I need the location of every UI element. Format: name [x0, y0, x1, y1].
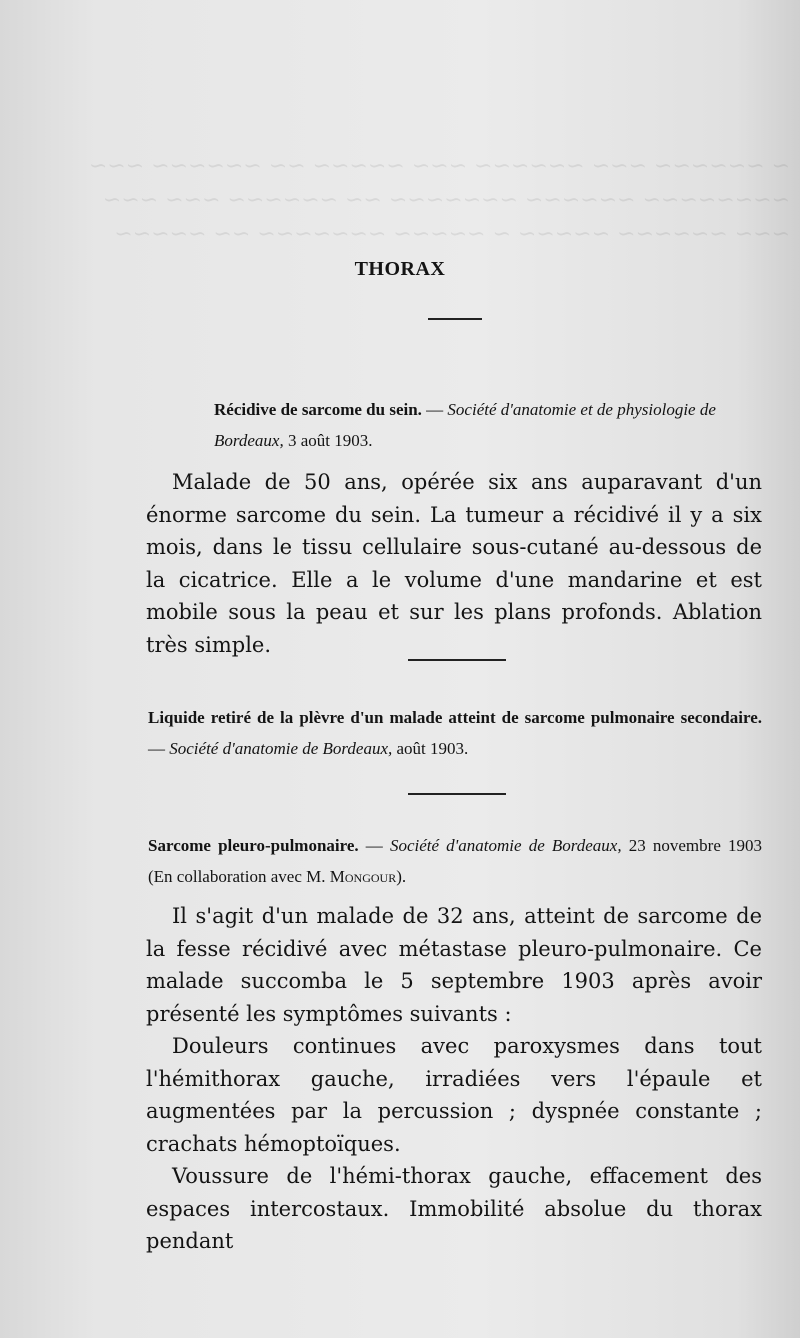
- entry-1-date: 3 août 1903.: [287, 431, 373, 450]
- entry-2-citation: [148, 702, 762, 764]
- paragraph: Malade de 50 ans, opérée six ans auparavant d'un énorme sarcome du sein. La tumeur a récidivé il y a six mois, dans le tissu cellulaire sous-cutané au-dessous de la cicatrice. Elle a le volume d'une mandarine et est mobile sous la peau et sur les plans profonds. Ablation très simple.: [146, 470, 762, 657]
- entry-2-dash: —: [148, 739, 170, 758]
- paragraph: Il s'agit d'un malade de 32 ans, atteint de sarcome de la fesse récidivé avec métastase pleuro-pulmonaire. Ce malade succomba le 5 septembre 1903 après avoir présenté les symptômes suivants :: [146, 904, 762, 1026]
- separator-rule: [408, 793, 506, 795]
- separator-rule: [408, 659, 506, 661]
- entry-3-collaborator: Mongour: [329, 867, 397, 886]
- entry-1-title: Récidive de sarcome du sein.: [214, 400, 422, 419]
- entry-2-title: Liquide retiré de la plèvre d'un malade atteint de sarcome pulmonaire secondaire.: [148, 708, 762, 727]
- entry-3-source: Société d'anatomie de Bordeaux,: [389, 836, 622, 855]
- show-through-text: ~ ~~~~~~ ~~~ ~~~~~~ ~~~ ~~~~~ ~~ ~~~~~~ ~~~ ~~~~~~~~ ~~~~~~ ~~~~~~~ ~~ ~~~~~~ ~~~ ~~~ ~~~ ~~~~~~ ~~~~~ ~ ~~~~~ ~~~~~~~ ~~ ~~~~~: [88, 154, 790, 247]
- paragraph: Douleurs continues avec paroxysmes dans tout l'hémithorax gauche, irradiées vers l'épaule et augmentées par la percussion ; dyspnée constante ; crachats hémoptoïques.: [146, 1034, 762, 1156]
- entry-1-dash: —: [421, 400, 448, 419]
- entry-2-date: août 1903.: [396, 739, 469, 758]
- entry-1-source: Société d'anatomie et de physiologie de Bordeaux,: [214, 400, 716, 450]
- entry-3-date-end: ).: [396, 867, 407, 886]
- paragraph: Voussure de l'hémi-thorax gauche, effacement des espaces intercostaux. Immobilité absolue du thorax pendant: [146, 1164, 762, 1253]
- heading-rule: [428, 318, 482, 320]
- entry-3-citation: [148, 830, 762, 892]
- entry-3-date: 23 novembre 1903 (En collaboration avec M.: [148, 836, 762, 886]
- entry-2-source: Société d'anatomie de Bordeaux,: [169, 739, 393, 758]
- entry-1-citation: [214, 394, 734, 456]
- entry-3-title: Sarcome pleuro-pulmonaire.: [148, 836, 359, 855]
- section-heading: THORAX: [354, 258, 446, 280]
- entry-3-body: [146, 900, 762, 1258]
- entry-1-body: [146, 466, 762, 661]
- entry-3-dash: —: [358, 836, 390, 855]
